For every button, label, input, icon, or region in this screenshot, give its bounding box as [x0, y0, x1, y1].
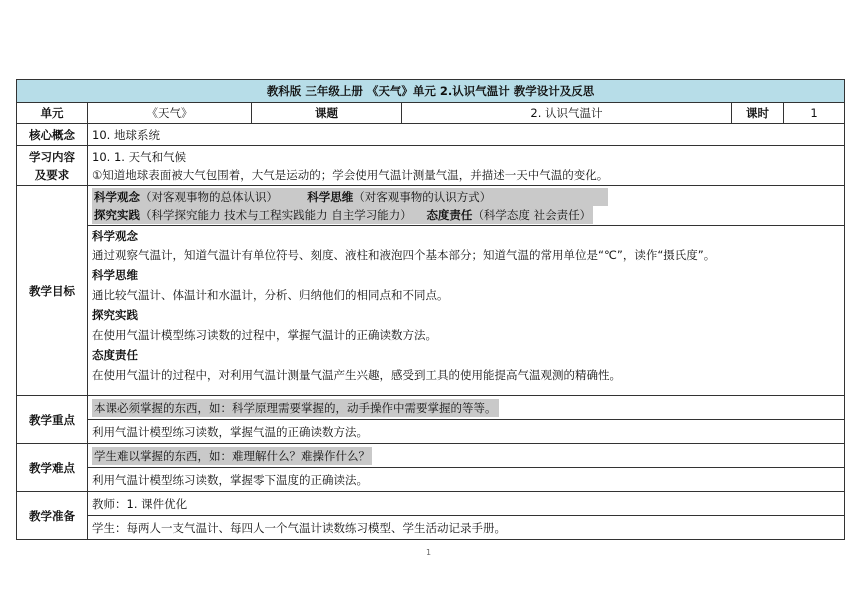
- key-points-hint: [88, 396, 845, 420]
- goal-text-attitude: 在使用气温计的过程中，对利用气温计测量气温产生兴趣，感受到工具的使用能提高气温观测的精确性。: [92, 368, 621, 382]
- content-label-line1: 学习内容: [29, 149, 75, 164]
- core-concept-label: 核心概念: [17, 124, 88, 146]
- difficulties-label: 教学难点: [17, 444, 88, 492]
- page-number: 1: [426, 548, 432, 557]
- goals-body-row: [17, 226, 845, 396]
- goal-title-attitude: 态度责任: [92, 348, 138, 362]
- core-concept-value: 10. 地球系统: [88, 124, 845, 146]
- goal-title-practice: 探究实践: [92, 308, 138, 322]
- difficulties-text-row: [17, 468, 845, 492]
- difficulties-text: 利用气温计模型练习读数，掌握零下温度的正确读法。: [88, 468, 845, 492]
- preparation-label: 教学准备: [17, 492, 88, 540]
- unit-label: 单元: [17, 103, 88, 124]
- hours-label: 课时: [732, 103, 784, 124]
- key-points-text-row: [17, 420, 845, 444]
- key-points-label: 教学重点: [17, 396, 88, 444]
- preparation-teacher: 教师：1. 课件优化: [88, 492, 845, 516]
- content-line2: ①知道地球表面被大气包围着，大气是运动的；学会使用气温计测量气温，并描述一天中气温的变化。: [92, 167, 609, 182]
- concept-desc: （对客观事物的总体认识）: [140, 189, 278, 204]
- goals-header-line1: [92, 188, 840, 206]
- practice-title: 探究实践: [94, 207, 140, 222]
- attitude-desc: （科学态度 社会责任）: [472, 207, 592, 222]
- preparation-teacher-row: [17, 492, 845, 516]
- lesson-label: 课题: [252, 103, 402, 124]
- key-points-text: 利用气温计模型练习读数，掌握气温的正确读数方法。: [88, 420, 845, 444]
- title-row: [17, 80, 845, 103]
- goal-text-practice: 在使用气温计模型练习读数的过程中，掌握气温计的正确读数方法。: [92, 328, 437, 342]
- attitude-title: 态度责任: [426, 207, 473, 222]
- document-title: 教科版 三年级上册 《天气》单元 2.认识气温计 教学设计及反思: [17, 80, 845, 103]
- lesson-plan-table: [16, 79, 845, 540]
- concept-title: 科学观念: [94, 189, 140, 204]
- content-value: [88, 146, 845, 186]
- goals-header: [88, 186, 845, 226]
- content-line1: 10. 1. 天气和气候: [92, 149, 187, 164]
- preparation-student-row: [17, 516, 845, 540]
- goals-body: [88, 226, 845, 396]
- key-points-hint-text: 本课必须掌握的东西，如：科学原理需要掌握的，动手操作中需要掌握的等等。: [94, 400, 497, 415]
- difficulties-hint-row: [17, 444, 845, 468]
- goal-title-concept: 科学观念: [92, 229, 138, 243]
- unit-value: 《天气》: [88, 103, 252, 124]
- goals-header-highlight1: [92, 188, 608, 206]
- goals-header-line2: [92, 206, 840, 224]
- thinking-title: 科学思维: [307, 189, 354, 204]
- thinking-desc: （对客观事物的认识方式）: [353, 189, 492, 204]
- lesson-value: 2. 认识气温计: [402, 103, 732, 124]
- meta-row: [17, 103, 845, 124]
- key-points-hint-row: [17, 396, 845, 420]
- core-concept-row: [17, 124, 845, 146]
- goal-text-thinking: 通比较气温计、体温计和水温计，分析、归纳他们的相同点和不同点。: [92, 288, 449, 302]
- content-label: [17, 146, 88, 186]
- content-label-line2: 及要求: [34, 167, 70, 182]
- difficulties-hint-text: 学生难以掌握的东西，如：难理解什么？难操作什么？: [94, 448, 370, 463]
- goal-title-thinking: 科学思维: [92, 268, 138, 282]
- hours-value: 1: [784, 103, 845, 124]
- goals-label: 教学目标: [17, 186, 88, 396]
- goal-text-concept: 通过观察气温计，知道气温计有单位符号、刻度、液柱和液泡四个基本部分；知道气温的常用单位是“℃”，读作“摄氏度”。: [92, 248, 716, 262]
- goals-header-row: [17, 186, 845, 226]
- content-row: [17, 146, 845, 186]
- practice-desc: （科学探究能力 技术与工程实践能力 自主学习能力）: [140, 207, 412, 222]
- goals-header-highlight2: [92, 206, 593, 224]
- preparation-student: 学生：每两人一支气温计、每四人一个气温计读数练习模型、学生活动记录手册。: [88, 516, 845, 540]
- difficulties-hint: [88, 444, 845, 468]
